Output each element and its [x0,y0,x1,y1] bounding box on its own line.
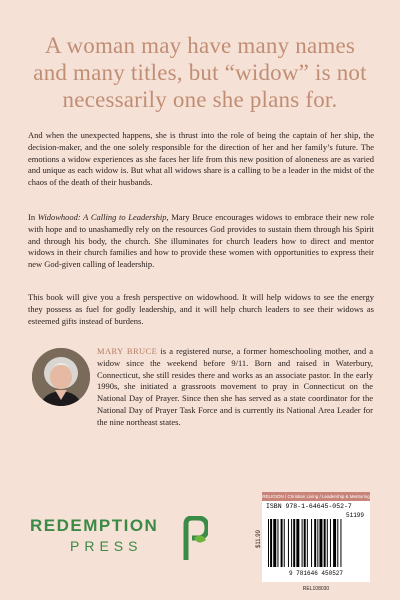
reference-code: REL108030 [302,586,330,592]
barcode-bar [268,519,269,567]
barcode-bar [302,519,303,567]
barcode-bar [296,519,299,567]
price-label: $11.99 [256,530,262,548]
barcode-bar [314,519,316,567]
barcode-image [266,519,366,569]
barcode-bar [333,519,336,567]
barcode-bar [281,519,283,567]
barcode-bar [270,519,272,567]
publisher-name-line2: PRESS [70,538,143,554]
barcode-bar [340,519,341,567]
barcode-bar [324,519,326,567]
author-bio [97,346,373,429]
bisac-category: RELIGION / Christian Living / Leadership & Mentoring [262,494,370,499]
barcode-bar [304,519,306,567]
publisher-logo [30,516,205,561]
barcode-number: 9 781646 450527 [288,570,343,577]
author-bio-text: is a registered nurse, a former homeschooling mother, and a widow since the weekend before 9/11. Born and raised in Waterbury, Connecticut, she still resides there and works as an associate pastor. In the early 1990s, she initiated a grassroots movement to pray in Connecticut on the National Day of Prayer. Since then she has served as a state coordinator for the National Day of Prayer Task Force and is currently its National Area Leader for the nine northeast states. [97,346,373,427]
paragraph-2-text: , Mary Bruce encourages widows to embrace their new role with hope and to unashamedly rely on the resources God provides to sustain them through his Spirit and through his body, the church. She illuminates for church leaders how to direct and mentor widows in their church families and how to provide these women with opportunities to express their new God-given calling of leadership. [28,212,374,270]
publisher-leaf-icon [182,516,208,560]
barcode-bar [319,519,322,567]
barcode-bar [273,519,276,567]
book-title: Widowhood: A Calling to Leadership [37,212,167,222]
author-name: MARY BRUCE [97,346,158,356]
barcode-bar [284,519,285,567]
cover-headline: A woman may have many names and many titles, but “widow” is not necessarily one she plans for. [33,33,367,112]
paragraph-2-prefix: In [28,212,38,222]
barcode-bar [293,519,295,567]
barcode-bar [327,519,328,567]
barcode-bar [330,519,331,567]
barcode-bar [277,519,278,567]
description-paragraph-1: And when the unexpected happens, she is thrust into the role of being the captain of her ship, the decision-maker, and the one solely responsible for the direction of her and her family’s future. The emotions a widow experiences as she faces her life from this new position of aloneness are as varied and unique as each widow is. But what all widows share is a calling to be a leader in the midst of the chaos of the death of their husbands. [28,130,374,188]
barcode-bar [311,519,312,567]
isbn-text: ISBN 978-1-64645-052-7 [266,503,352,510]
barcode-bar [291,519,292,567]
publisher-name-line1: REDEMPTION [30,516,159,535]
barcode-bar [288,519,289,567]
barcode-bar [337,519,338,567]
barcode-bar [317,519,318,567]
description-paragraph-2 [28,212,374,271]
price-code: 51199 [346,512,365,519]
barcode-bar [307,519,308,567]
description-paragraph-3: This book will give you a fresh perspective on widowhood. It will help widows to see the energy they possess as fuel for godly leadership, and it will help church leaders to see their widows as esteemed gifts instead of burdens. [28,292,374,326]
author-photo [32,348,90,406]
